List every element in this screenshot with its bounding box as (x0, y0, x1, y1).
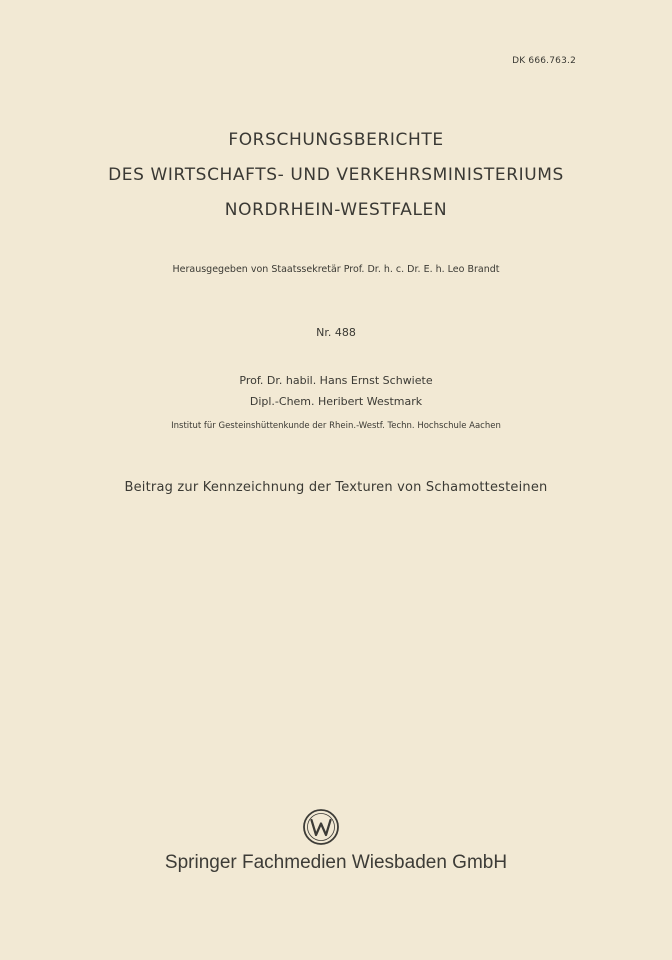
series-title-line-3: NORDRHEIN-WESTFALEN (224, 200, 448, 220)
author-1: Prof. Dr. habil. Hans Ernst Schwiete (239, 374, 433, 387)
report-number: Nr. 488 (316, 326, 356, 339)
work-title: Beitrag zur Kennzeichnung der Texturen von Schamottesteinen (124, 480, 548, 495)
author-2: Dipl.-Chem. Heribert Westmark (249, 395, 423, 408)
editor-line: Herausgegeben von Staatssekretär Prof. Dr. h. c. Dr. E. h. Leo Brandt (172, 264, 500, 275)
w-circle-logo-icon (302, 808, 340, 846)
institute-line: Institut für Gesteinshüttenkunde der Rhein.-Westf. Techn. Hochschule Aachen (171, 421, 501, 431)
series-title-line-2: DES WIRTSCHAFTS- UND VERKEHRSMINISTERIUMS (108, 165, 564, 185)
classification-code: DK 666.763.2 (512, 56, 576, 66)
series-title-line-1: FORSCHUNGSBERICHTE (228, 130, 444, 150)
publisher-name: Springer Fachmedien Wiesbaden GmbH (164, 852, 508, 873)
